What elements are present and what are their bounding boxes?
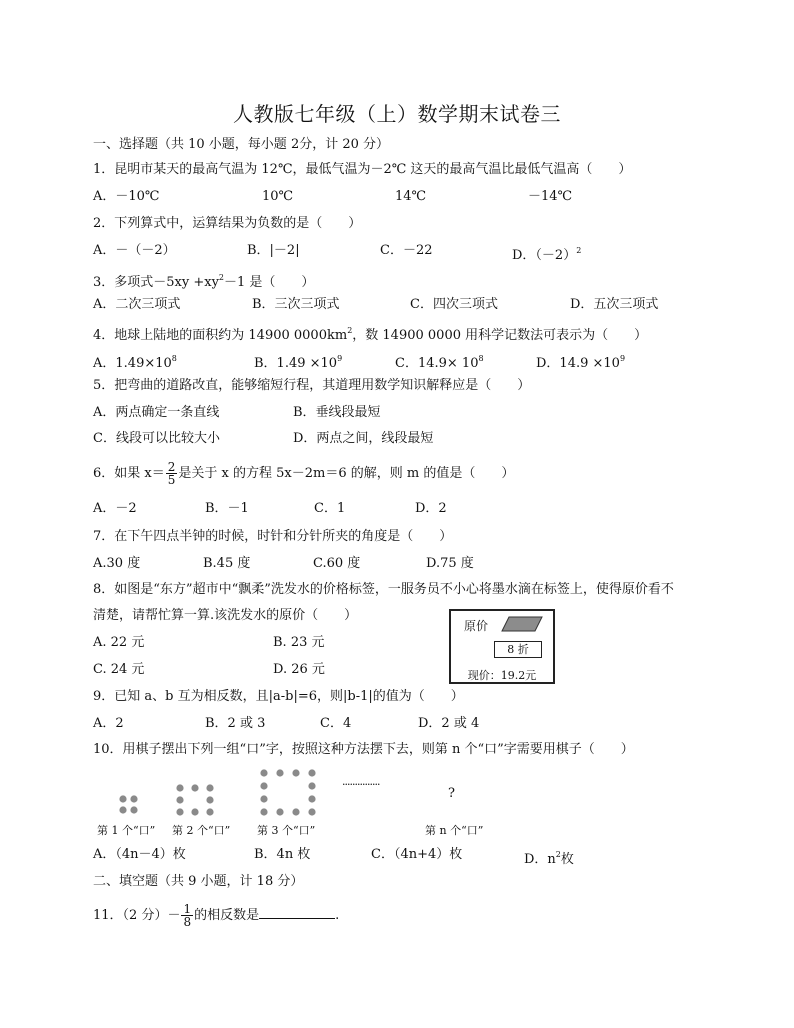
q4-option-a — [93, 350, 177, 373]
q10-option-b: B．4n 枚 — [254, 847, 311, 862]
q2-option-d — [512, 242, 581, 265]
q7-option-d: D.75 度 — [426, 556, 474, 571]
q10-option-d-base: D．n — [524, 852, 556, 867]
q6-option-a: A．－2 — [93, 501, 137, 516]
q3-option-a: A．二次三项式 — [93, 297, 181, 312]
q8-option-d: D. 26 元 — [273, 662, 325, 677]
q2-option-d-base: D．（－2） — [512, 248, 577, 263]
q1-option-b: 10℃ — [262, 189, 294, 204]
q4-option-b-base: B．1.49 ×10 — [254, 356, 338, 371]
q4-option-d — [536, 350, 625, 373]
q5-option-d: D．两点之间，线段最短 — [293, 431, 434, 446]
q6-stem-pre: 6．如果 x＝ — [93, 466, 165, 481]
q4-option-c — [395, 350, 484, 373]
q11-fraction — [181, 903, 193, 928]
q9-option-c: C．4 — [320, 716, 352, 731]
q4-option-c-base: C．14.9× 10 — [395, 356, 479, 371]
q4-stem-pre: 4．地球上陆地的面积约为 14900 0000km — [93, 328, 348, 343]
ink-blot-parallelogram-icon — [501, 616, 543, 632]
q3-option-d: D．五次三项式 — [570, 297, 659, 312]
q3-option-b: B．三次三项式 — [252, 297, 340, 312]
q10-option-d-exponent: 2 — [555, 850, 561, 859]
section-heading-choice: 一、选择题（共 10 小题，每小题 2分，计 20 分） — [93, 137, 390, 152]
price-tag-figure — [449, 609, 555, 684]
q7-option-c: C.60 度 — [313, 556, 361, 571]
q7-option-a: A.30 度 — [93, 556, 141, 571]
question-11-stem — [93, 902, 339, 930]
q5-option-b: B．垂线段最短 — [293, 405, 381, 420]
section-heading-fill-in: 二、填空题（共 9 小题，计 18 分） — [93, 874, 304, 889]
q10-option-c: C．（4n+4）枚 — [371, 847, 463, 862]
q6-stem-post: 是关于 x 的方程 5x－2m＝6 的解，则 m 的值是（ ） — [178, 466, 515, 481]
question-4-stem — [93, 322, 647, 345]
kou-pattern-ellipsis: ··············· — [342, 778, 380, 791]
price-tag-current-price: 现价：19.2元 — [467, 669, 537, 682]
question-7-stem: 7．在下午四点半钟的时候，时针和分针所夹的角度是（ ） — [93, 529, 453, 544]
q2-option-b: B．|－2| — [247, 243, 300, 258]
q7-option-b: B.45 度 — [203, 556, 251, 571]
kou-figure-3-dots — [260, 769, 315, 815]
q5-option-c: C．线段可以比较大小 — [93, 431, 220, 446]
q3-option-c: C．四次三项式 — [410, 297, 498, 312]
q6-option-d: D．2 — [415, 501, 447, 516]
q11-stem-post: 的相反数是 — [194, 908, 260, 923]
q3-stem-post: －1 是（ ） — [224, 275, 315, 290]
q10-option-d-unit: 枚 — [560, 852, 574, 867]
q1-option-a: A．－10℃ — [93, 189, 160, 204]
kou-figure-2-dots — [176, 784, 213, 815]
q4-option-a-base: A．1.49×10 — [93, 356, 172, 371]
question-8-stem-line1: 8．如图是“东方”超市中“飘柔”洗发水的价格标签，一服务员不小心将墨水滴在标签上，使得原价看不 — [93, 582, 674, 597]
q4-stem-post: ，数 14900 0000 用科学记数法可表示为（ ） — [352, 328, 648, 343]
q11-answer-blank[interactable] — [259, 906, 335, 919]
kou-pattern-figure — [0, 764, 794, 824]
kou-figure-1-label: 第 1 个“口” — [97, 824, 156, 837]
question-2-stem: 2．下列算式中，运算结果为负数的是（ ） — [93, 216, 362, 231]
q4-option-a-exponent: 8 — [171, 354, 177, 363]
q11-stem-end: . — [335, 908, 340, 923]
q1-option-d: －14℃ — [528, 189, 573, 204]
q8-option-a: A. 22 元 — [93, 635, 145, 650]
q11-fraction-numerator: 1 — [183, 902, 192, 916]
q1-option-c: 14℃ — [395, 189, 427, 204]
question-5-stem: 5．把弯曲的道路改直，能够缩短行程，其道理用数学知识解释应是（ ） — [93, 378, 531, 393]
kou-figure-1-dots — [119, 795, 137, 813]
price-tag-discount: 8 折 — [494, 641, 542, 658]
q4-option-b — [254, 350, 342, 373]
price-tag-original-label: 原价 — [464, 619, 489, 633]
q8-option-c: C. 24 元 — [93, 662, 145, 677]
q11-stem-pre: 11．（2 分）－ — [93, 908, 181, 923]
q2-option-d-exponent: 2 — [576, 246, 582, 255]
q6-option-b: B．－1 — [205, 501, 249, 516]
q9-option-a: A．2 — [93, 716, 124, 731]
q4-option-b-exponent: 9 — [337, 354, 343, 363]
question-9-stem: 9．已知 a、b 互为相反数，且|a-b|=6，则|b-1|的值为（ ） — [93, 689, 464, 704]
q6-fraction — [166, 461, 178, 486]
q5-option-a: A．两点确定一条直线 — [93, 405, 220, 420]
q6-option-c: C．1 — [314, 501, 346, 516]
q10-option-d — [524, 846, 574, 869]
page-title: 人教版七年级（上）数学期末试卷三 — [233, 102, 561, 126]
question-8-stem-line2: 清楚，请帮忙算一算.该洗发水的原价（ ） — [93, 608, 358, 623]
q3-stem-exponent: 2 — [218, 273, 225, 282]
q4-option-c-exponent: 8 — [478, 354, 484, 363]
q10-option-a: A．（4n－4）枚 — [93, 847, 186, 862]
kou-figure-2-label: 第 2 个“口” — [172, 824, 231, 837]
q6-fraction-denominator: 5 — [167, 473, 176, 487]
q3-stem-pre: 3．多项式－5xy +xy — [93, 275, 219, 290]
q2-option-a: A．－（－2） — [93, 243, 176, 258]
q8-option-b: B. 23 元 — [273, 635, 325, 650]
q2-option-c: C．－22 — [380, 243, 433, 258]
q9-option-b: B．2 或 3 — [205, 716, 266, 731]
question-10-stem: 10．用棋子摆出下列一组“口”字，按照这种方法摆下去，则第 n 个“口”字需要用棋子（ ） — [93, 742, 634, 757]
question-3-stem — [93, 269, 314, 292]
question-6-stem — [93, 460, 514, 488]
q6-fraction-numerator: 2 — [167, 460, 176, 474]
kou-pattern-unknown-mark: ? — [448, 786, 455, 801]
kou-figure-3-label: 第 3 个“口” — [257, 824, 316, 837]
q11-fraction-denominator: 8 — [183, 915, 192, 929]
q4-stem-exponent: 2 — [347, 326, 353, 335]
q4-option-d-exponent: 9 — [619, 354, 626, 363]
q9-option-d: D．2 或 4 — [418, 716, 480, 731]
kou-figure-n-label: 第 n 个“口” — [425, 824, 484, 837]
question-1-stem: 1．昆明市某天的最高气温为 12℃，最低气温为－2℃ 这天的最高气温比最低气温高（ ） — [93, 162, 632, 177]
q4-option-d-base: D．14.9 ×10 — [536, 356, 620, 371]
